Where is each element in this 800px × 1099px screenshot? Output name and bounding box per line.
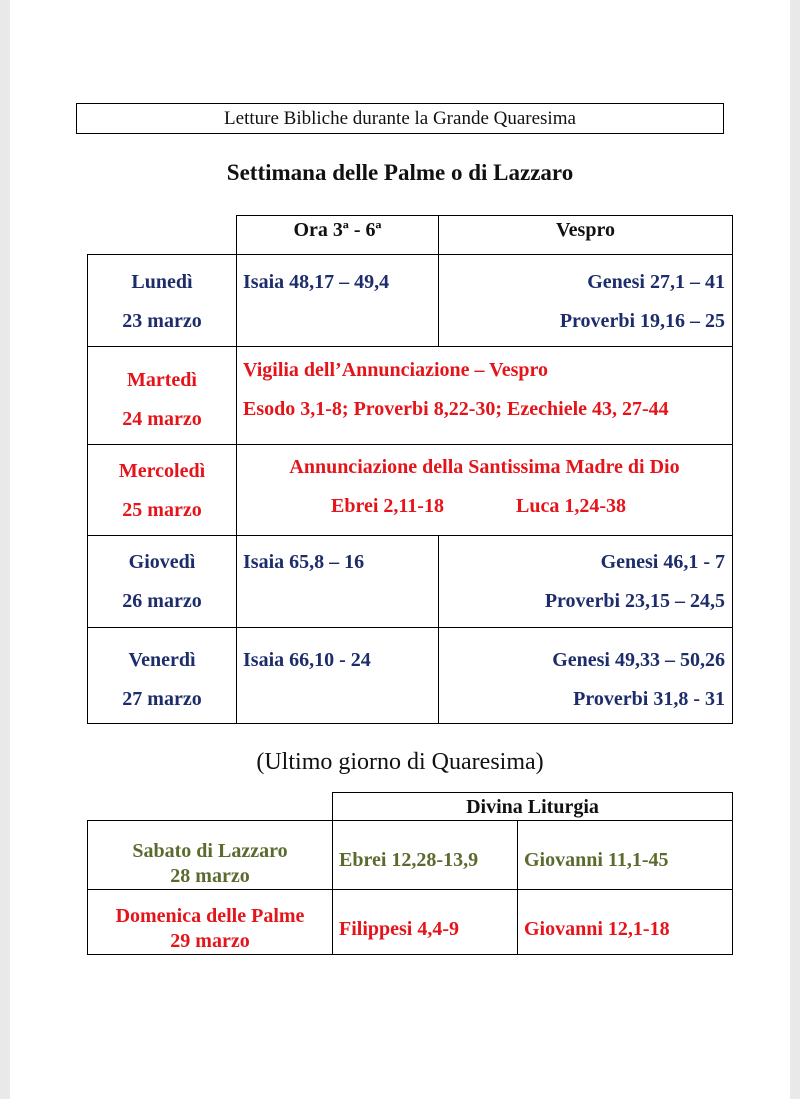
day-label: Martedì bbox=[127, 369, 197, 391]
day-label: Venerdì bbox=[128, 649, 196, 671]
liturgy-reading-1: Filippesi 4,4-9 bbox=[339, 918, 460, 940]
vespro-reading-1: Genesi 27,1 – 41 bbox=[587, 271, 725, 293]
date-label: 27 marzo bbox=[122, 688, 202, 710]
vespro-reading-2: Proverbi 23,15 – 24,5 bbox=[544, 590, 725, 612]
feast-reading-2: Luca 1,24-38 bbox=[516, 495, 626, 517]
vigil-readings: Esodo 3,1-8; Proverbi 8,22-30; Ezechiele 43, 27-44 bbox=[243, 398, 669, 420]
liturgy-header: Divina Liturgia bbox=[466, 796, 599, 818]
day-label: Sabato di Lazzaro bbox=[132, 840, 288, 862]
date-label: 24 marzo bbox=[122, 408, 202, 430]
date-label: 23 marzo bbox=[122, 310, 202, 332]
day-label: Domenica delle Palme bbox=[115, 905, 305, 927]
day-label: Mercoledì bbox=[118, 460, 206, 482]
day-label: Giovedì bbox=[128, 551, 196, 573]
vespro-reading-1: Genesi 46,1 - 7 bbox=[600, 551, 725, 573]
date-label: 29 marzo bbox=[170, 930, 250, 952]
date-label: 25 marzo bbox=[122, 499, 202, 521]
document-page bbox=[10, 0, 790, 1099]
date-label: 28 marzo bbox=[170, 865, 250, 887]
vespro-reading-1: Genesi 49,33 – 50,26 bbox=[552, 649, 725, 671]
day-label: Lunedì bbox=[131, 271, 193, 293]
ora-reading: Isaia 65,8 – 16 bbox=[243, 551, 365, 573]
document-header: Letture Bibliche durante la Grande Quaresima bbox=[76, 103, 724, 134]
liturgy-reading-2: Giovanni 12,1-18 bbox=[524, 918, 670, 940]
vespro-reading-2: Proverbi 31,8 - 31 bbox=[573, 688, 725, 710]
feast-title: Annunciazione della Santissima Madre di Dio bbox=[289, 456, 680, 478]
col-header-ora: Ora 3ª - 6ª bbox=[293, 219, 382, 241]
col-header-vespro: Vespro bbox=[556, 219, 615, 241]
vespro-reading-2: Proverbi 19,16 – 25 bbox=[559, 310, 725, 332]
vigil-title: Vigilia dell’Annunciazione – Vespro bbox=[243, 359, 549, 381]
feast-reading-1: Ebrei 2,11-18 bbox=[331, 495, 444, 517]
liturgy-reading-1: Ebrei 12,28-13,9 bbox=[339, 849, 479, 871]
date-label: 26 marzo bbox=[122, 590, 202, 612]
liturgy-reading-2: Giovanni 11,1-45 bbox=[524, 849, 669, 871]
ora-reading: Isaia 48,17 – 49,4 bbox=[243, 271, 390, 293]
ora-reading: Isaia 66,10 - 24 bbox=[243, 649, 371, 671]
last-day-note: (Ultimo giorno di Quaresima) bbox=[256, 749, 544, 775]
week-title: Settimana delle Palme o di Lazzaro bbox=[226, 160, 574, 185]
